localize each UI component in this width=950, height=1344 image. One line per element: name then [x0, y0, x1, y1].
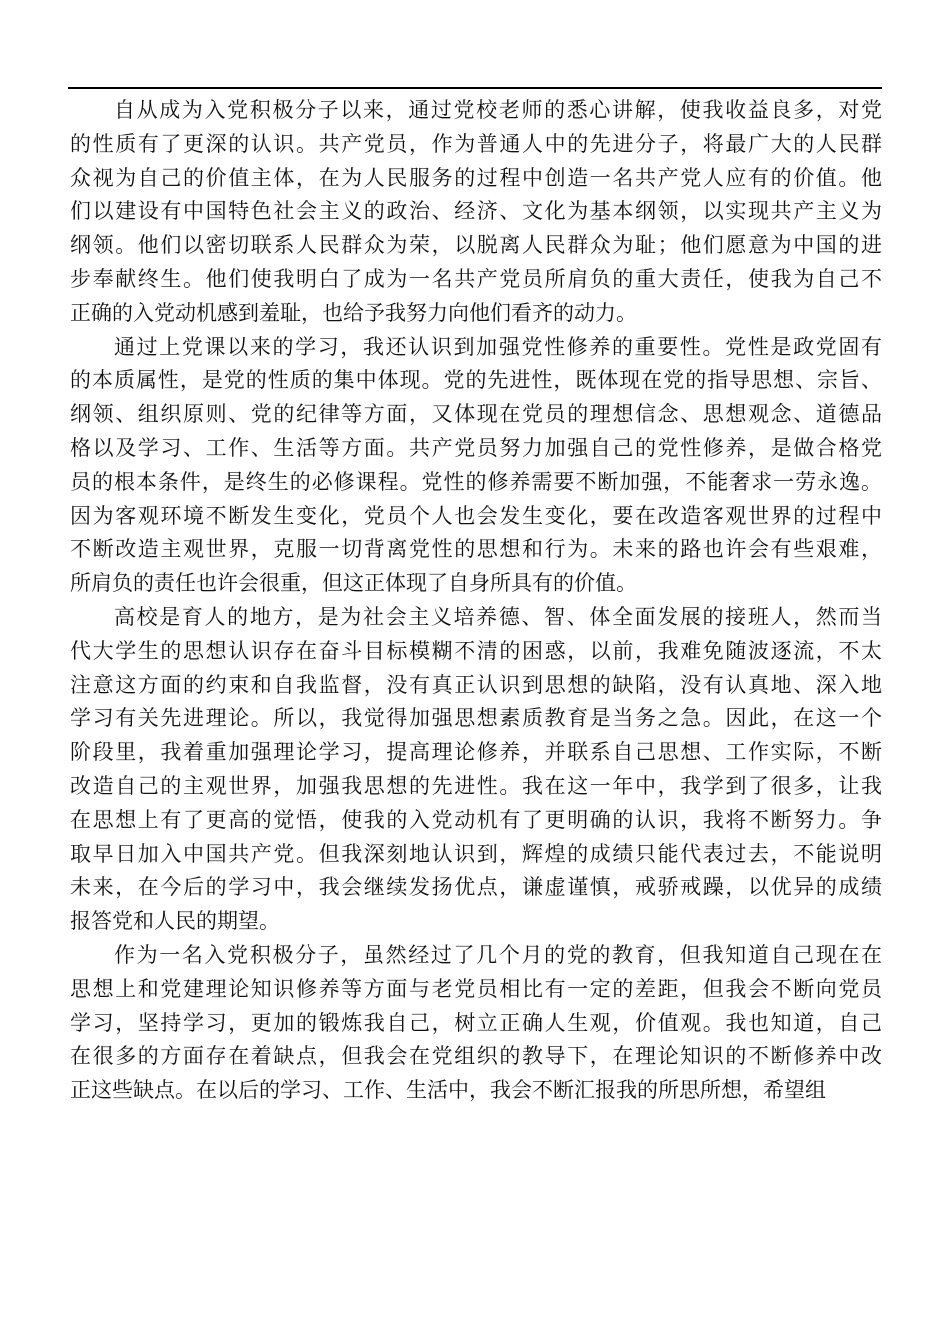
text-line: 阶段里，我着重加强理论学习，提高理论修养，并联系自己思想、工作实际，不断 — [70, 740, 882, 765]
text-line: 不断改造主观世界，克服一切背离党性的思想和行为。未来的路也许会有些艰难， — [70, 537, 882, 562]
paragraph — [70, 601, 882, 939]
text-line: 在思想上有了更高的觉悟，使我的入党动机有了更明确的认识，我将不断努力。争 — [70, 807, 882, 832]
text-line: 报答党和人民的期望。 — [70, 909, 280, 934]
text-line: 员的根本条件，是终生的必修课程。党性的修养需要不断加强，不能奢求一劳永逸。 — [70, 469, 882, 494]
text-line: 的性质有了更深的认识。共产党员，作为普通人中的先进分子，将最广大的人民群 — [70, 131, 882, 156]
text-line: 学习，坚持学习，更加的锻炼我自己，树立正确人生观，价值观。我也知道，自己 — [70, 1010, 882, 1035]
text-line: 正确的入党动机感到羞耻，也给予我努力向他们看齐的动力。 — [70, 300, 637, 325]
text-line: 取早日加入中国共产党。但我深刻地认识到，辉煌的成绩只能代表过去，不能说明 — [70, 841, 882, 866]
paragraph — [70, 939, 882, 1108]
text-line: 众视为自己的价值主体，在为人民服务的过程中创造一名共产党人应有的价值。他 — [70, 165, 882, 190]
text-line: 的本质属性，是党的性质的集中体现。党的先进性，既体现在党的指导思想、宗旨、 — [70, 368, 882, 393]
text-line: 未来，在今后的学习中，我会继续发扬优点，谦虚谨慎，戒骄戒躁，以优异的成绩 — [70, 875, 882, 900]
text-line: 正这些缺点。在以后的学习、工作、生活中，我会不断汇报我的所思所想，希望组 — [70, 1078, 826, 1103]
text-line: 学习有关先进理论。所以，我觉得加强思想素质教育是当务之急。因此，在这一个 — [70, 706, 882, 731]
text-line: 纲领。他们以密切联系人民群众为荣，以脱离人民群众为耻；他们愿意为中国的进 — [70, 233, 882, 258]
text-line: 在很多的方面存在着缺点，但我会在党组织的教导下，在理论知识的不断修养中改 — [70, 1044, 882, 1069]
text-line: 步奉献终生。他们使我明白了成为一名共产党员所肩负的重大责任，使我为自己不 — [70, 266, 882, 291]
text-line: 思想上和党建理论知识修养等方面与老党员相比有一定的差距，但我会不断向党员 — [70, 976, 882, 1001]
text-line: 高校是育人的地方，是为社会主义培养德、智、体全面发展的接班人，然而当 — [114, 604, 882, 629]
text-line: 们以建设有中国特色社会主义的政治、经济、文化为基本纲领，以实现共产主义为 — [70, 199, 882, 224]
paragraph — [70, 94, 882, 331]
text-line: 作为一名入党积极分子，虽然经过了几个月的党的教育，但我知道自己现在在 — [114, 942, 882, 967]
text-line: 自从成为入党积极分子以来，通过党校老师的悉心讲解，使我收益良多，对党 — [114, 98, 882, 122]
paragraph — [70, 331, 882, 601]
header-rule — [68, 87, 882, 89]
text-line: 改造自己的主观世界，加强我思想的先进性。我在这一年中，我学到了很多，让我 — [70, 773, 882, 798]
text-line: 通过上党课以来的学习，我还认识到加强党性修养的重要性。党性是政党固有 — [114, 334, 882, 359]
text-line: 注意这方面的约束和自我监督，没有真正认识到思想的缺陷，没有认真地、深入地 — [70, 672, 882, 697]
text-line: 格以及学习、工作、生活等方面。共产党员努力加强自己的党性修养，是做合格党 — [70, 435, 882, 460]
text-line: 因为客观环境不断发生变化，党员个人也会发生变化，要在改造客观世界的过程中 — [70, 503, 882, 528]
document-body — [70, 94, 882, 1108]
text-line: 纲领、组织原则、党的纪律等方面，又体现在党员的理想信念、思想观念、道德品 — [70, 402, 882, 427]
text-line: 所肩负的责任也许会很重，但这正体现了自身所具有的价值。 — [70, 571, 637, 596]
text-line: 代大学生的思想认识存在奋斗目标模糊不清的困惑，以前，我难免随波逐流，不太 — [70, 638, 882, 663]
